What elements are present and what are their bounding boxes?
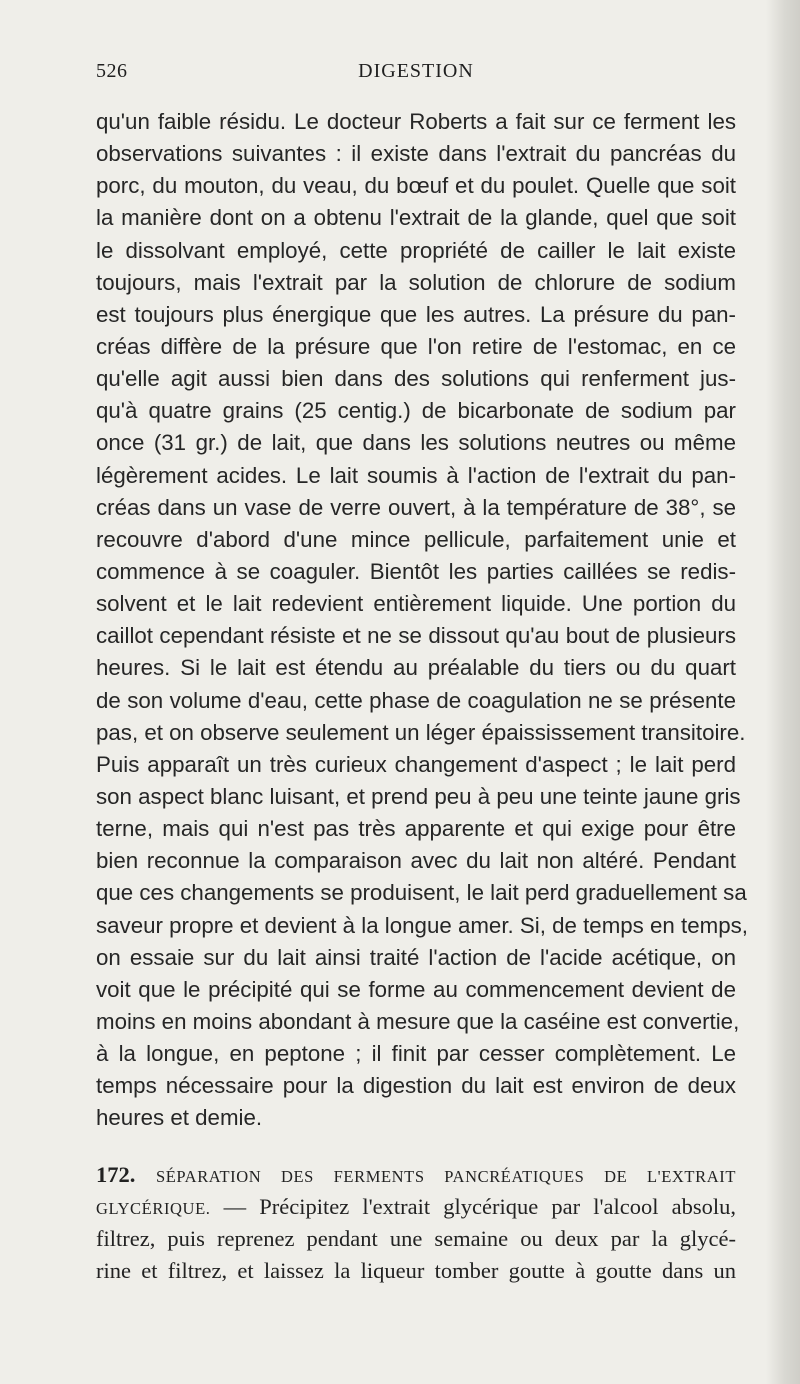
section-172: [96, 1159, 736, 1288]
text-line: heures. Si le lait est étendu au préalable du tiers ou du quart: [96, 655, 736, 681]
text-line: créas diffère de la présure que l'on retire de l'estomac, en ce: [96, 333, 736, 359]
text-line: que ces changements se produisent, le lait perd graduellement sa: [96, 880, 747, 906]
text-line: commence à se coaguler. Bientôt les parties caillées se redis-: [96, 558, 736, 584]
page-edge-shadow: [766, 0, 800, 1384]
text-line: solvent et le lait redevient entièrement liquide. Une portion du: [96, 591, 736, 617]
section-line-2: [96, 1191, 736, 1223]
text-line: pas, et on observe seulement un léger épaississement transitoire.: [96, 719, 746, 745]
text-line: saveur propre et devient à la longue amer. Si, de temps en temps,: [96, 912, 748, 938]
body-text: [96, 106, 748, 1287]
text-line: heures et demie.: [96, 1105, 263, 1131]
text-line: le dissolvant employé, cette propriété de cailler le lait existe: [96, 237, 736, 263]
text-line: de son volume d'eau, cette phase de coagulation ne se présente: [96, 687, 736, 713]
paragraph-gap: [96, 1135, 736, 1159]
text-line: son aspect blanc luisant, et prend peu à peu une teinte jaune gris: [96, 783, 741, 809]
text-line: bien reconnue la comparaison avec du lait non altéré. Pendant: [96, 848, 736, 874]
section-text-2: — Précipitez l'extrait glycérique par l'alcool absolu,: [210, 1193, 736, 1219]
text-line: moins en moins abondant à mesure que la caséine est convertie,: [96, 1008, 740, 1034]
text-line: qu'elle agit aussi bien dans des solutions qui renferment jus-: [96, 366, 736, 392]
section-line-4: rine et filtrez, et laissez la liqueur tomber goutte à goutte dans un: [96, 1257, 736, 1283]
text-line: Puis apparaît un très curieux changement d'aspect ; le lait perd: [96, 751, 736, 777]
text-line: recouvre d'abord d'une mince pellicule, parfaitement unie et: [96, 526, 736, 552]
text-line: est toujours plus énergique que les autres. La présure du pan-: [96, 301, 736, 327]
text-line: créas dans un vase de verre ouvert, à la température de 38°, se: [96, 494, 736, 520]
text-line: la manière dont on a obtenu l'extrait de la glande, quel que soit: [96, 205, 736, 231]
text-line: toujours, mais l'extrait par la solution de chlorure de sodium: [96, 269, 736, 295]
page-header: [96, 60, 736, 90]
page-number: 526: [96, 60, 128, 82]
text-line: on essaie sur du lait ainsi traité l'action de l'acide acétique, on: [96, 944, 736, 970]
section-heading: SÉPARATION DES FERMENTS PANCRÉATIQUES DE L'EXTRAIT: [155, 1166, 737, 1186]
text-line: qu'à quatre grains (25 centig.) de bicarbonate de sodium par: [96, 398, 736, 424]
text-line: temps nécessaire pour la digestion du lait est environ de deux: [96, 1073, 736, 1099]
text-line: once (31 gr.) de lait, que dans les solutions neutres ou même: [96, 430, 736, 456]
running-title: DIGESTION: [358, 60, 474, 82]
text-line: qu'un faible résidu. Le docteur Roberts a fait sur ce ferment les: [96, 109, 736, 134]
section-heading-continued: GLYCÉRIQUE.: [96, 1198, 211, 1218]
section-heading-line: [96, 1159, 736, 1191]
text-line: observations suivantes : il existe dans l'extrait du pancréas du: [96, 141, 736, 167]
section-line-3: filtrez, puis reprenez pendant une semaine ou deux par la glycé-: [96, 1225, 736, 1251]
text-line: légèrement acides. Le lait soumis à l'action de l'extrait du pan-: [96, 462, 736, 488]
text-line: porc, du mouton, du veau, du bœuf et du poulet. Quelle que soit: [96, 173, 736, 199]
text-line: caillot cependant résiste et ne se dissout qu'au bout de plusieurs: [96, 623, 736, 649]
text-line: terne, mais qui n'est pas très apparente et qui exige pour être: [96, 816, 736, 842]
paragraph: [96, 106, 748, 1135]
text-line: à la longue, en peptone ; il finit par cesser complètement. Le: [96, 1041, 736, 1067]
section-number: 172.: [96, 1161, 136, 1187]
text-line: voit que le précipité qui se forme au commencement devient de: [96, 976, 736, 1002]
